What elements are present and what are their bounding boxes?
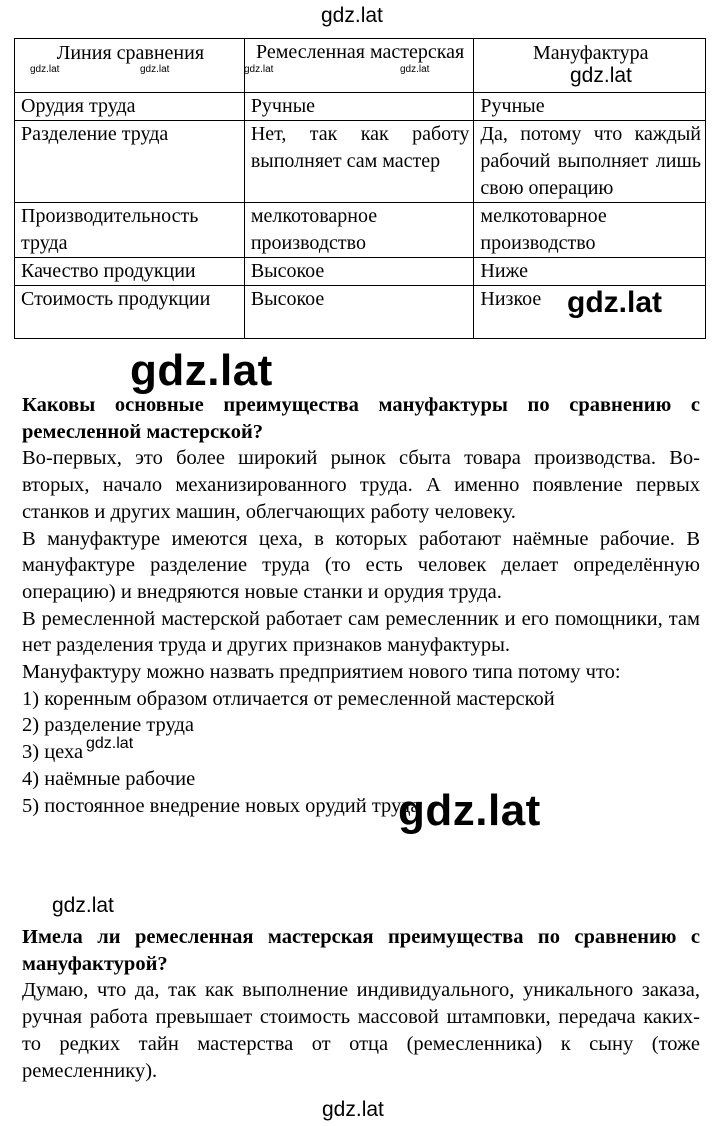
section-2 (22, 924, 700, 1084)
watermark-small: gdz.lat (30, 64, 60, 75)
paragraph: В ремесленной мастерской работает сам ремесленник и его помощники, там нет разделения труда и других признаков мануфактуры. (22, 607, 700, 657)
table-cell: Высокое (244, 286, 474, 339)
table-cell: Ниже (474, 258, 706, 286)
table-cell: Ручные (244, 93, 474, 121)
table-row (15, 203, 706, 258)
table-header-cell: Мануфактура (474, 39, 706, 93)
watermark-small: gdz.lat (400, 64, 430, 75)
table-row (15, 93, 706, 121)
watermark-table-right: gdz.lat (567, 286, 662, 319)
table-cell: мелкотоварное производство (244, 203, 474, 258)
watermark-mid-left: gdz.lat (52, 894, 114, 917)
paragraph: Думаю, что да, так как выполнение индивидуального, уникального заказа, ручная работа превышает стоимость массовой штамповки, передача каких-то редких тайн мастерства от отца (ремесленника) к сыну (тоже ремесленнику). (22, 979, 700, 1082)
question-1: Каковы основные преимущества мануфактуры по сравнению с ремесленной мастерской? (22, 394, 700, 443)
table-cell: Высокое (244, 258, 474, 286)
list-item: 3) цеха (22, 741, 84, 764)
paragraph: Во-первых, это более широкий рынок сбыта товара производства. Во-вторых, начало механизированного труда. А именно появление первых станков и других машин, облегчающих работу человеку. (22, 447, 700, 523)
question-2: Имела ли ремесленная мастерская преимущества по сравнению с мануфактурой? (22, 926, 700, 975)
watermark-big-mid: gdz.lat (398, 786, 541, 835)
watermark-bottom: gdz.lat (322, 1098, 384, 1121)
table-cell: Производительность труда (15, 203, 245, 258)
paragraph: В мануфактуре имеются цеха, в которых работают наёмные рабочие. В мануфактуре разделение труда (то есть человек делает определённую операцию) и внедряются новые станки и орудия труда. (22, 527, 700, 603)
table-cell: Нет, так как работу выполняет сам мастер (244, 121, 474, 203)
table-cell: мелкотоварное производство (474, 203, 706, 258)
table-cell: Орудия труда (15, 93, 245, 121)
list-item: 1) коренным образом отличается от ремесленной мастерской (22, 687, 555, 710)
table-cell: Качество продукции (15, 258, 245, 286)
table-cell: Да, потому что каждый рабочий выполняет лишь свою операцию (474, 121, 706, 203)
table-header-cell: Ремесленная мастерская (244, 39, 474, 93)
table-row (15, 121, 706, 203)
table-cell: Разделение труда (15, 121, 245, 203)
list-item: 4) наёмные рабочие (22, 767, 196, 790)
watermark-header: gdz.lat (570, 64, 632, 87)
table-row (15, 258, 706, 286)
watermark-big-left: gdz.lat (130, 346, 273, 395)
paragraph: Мануфактуру можно назвать предприятием нового типа потому что: (22, 661, 621, 684)
table-header-cell: Линия сравнения (15, 39, 245, 93)
table-cell: Низкое (474, 286, 706, 339)
watermark-list-small: gdz.lat (86, 735, 134, 752)
watermark-top: gdz.lat (321, 4, 383, 27)
table-cell: Стоимость продукции (15, 286, 245, 339)
section-1 (22, 392, 700, 819)
watermark-small: gdz.lat (244, 64, 274, 75)
watermark-small: gdz.lat (140, 64, 170, 75)
table-cell: Ручные (474, 93, 706, 121)
list-item: 2) разделение труда (22, 714, 194, 737)
list-item: 5) постоянное внедрение новых орудий труда (22, 794, 420, 817)
